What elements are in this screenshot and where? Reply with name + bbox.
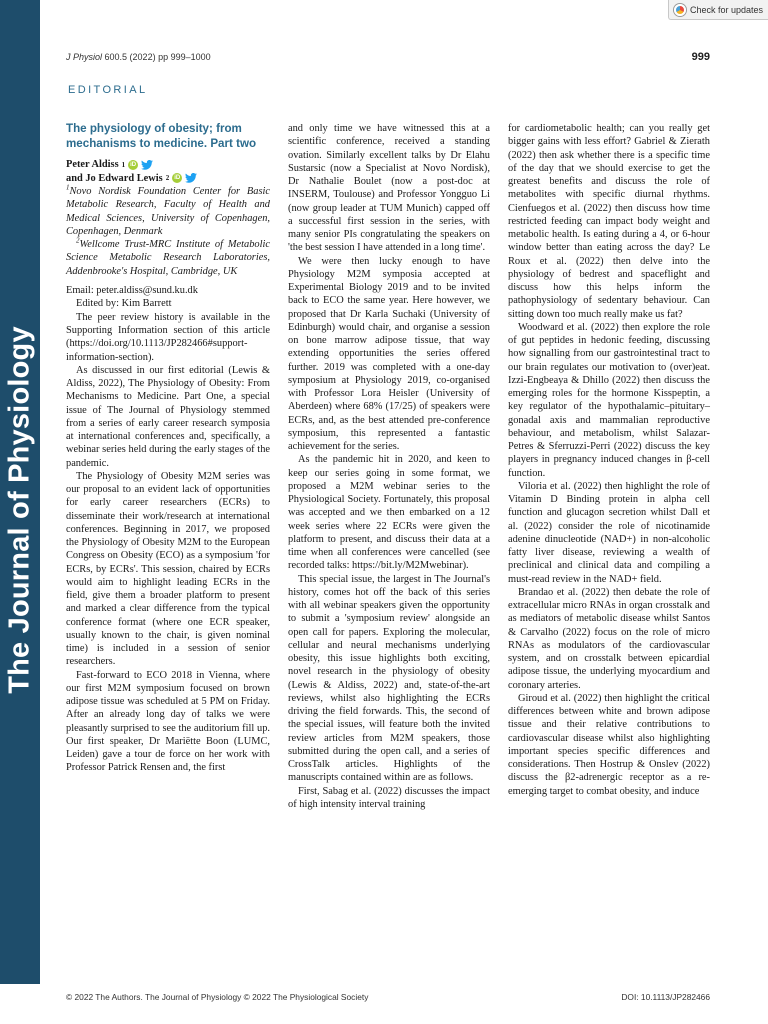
body-paragraph: As discussed in our first editorial (Lewis & Aldiss, 2022), The Physiology of Obesity: From Mechanisms to Medicine. Part One, a special issue of The Journal of Physiology stemmed from a series of early career research symposia at international conferences and, specifically, a webinar series held during the early stages of the pandemic. [66, 364, 270, 469]
doi-footer[interactable]: DOI: 10.1113/JP282466 [621, 992, 710, 1002]
body-paragraph: Woodward et al. (2022) then explore the role of gut peptides in hedonic feeding, discussing how signalling from our gastrointestinal tract to our brain regulates our motivation to (over)eat. Izzi-Engbeaya & Dhillo (2022) then discuss the emerging roles for the hormone Kisspeptin, a key regulator of the hypothalamic–pituitary–gonadal axis and mammalian reproductive behaviour, and metabolism, whilst Salazar-Petres & Sferruzzi-Perri (2022) discuss the key players in pregnancy induced changes in β-cell function. [508, 321, 710, 479]
author-name: Peter Aldiss [66, 159, 119, 170]
column-3 [508, 122, 710, 798]
crossmark-icon [674, 4, 686, 16]
author-2: and Jo Edward Lewis 2 iD [66, 172, 270, 186]
email-line[interactable]: Email: peter.aldiss@sund.ku.dk [66, 285, 198, 297]
column-1 [66, 122, 270, 775]
copyright-footer: © 2022 The Authors. The Journal of Physiology © 2022 The Physiological Society [66, 992, 369, 1002]
running-head [66, 52, 211, 62]
body-paragraph: First, Sabag et al. (2022) discusses the impact of high intensity interval training [288, 785, 490, 810]
twitter-icon[interactable] [141, 160, 153, 170]
section-label: EDITORIAL [68, 84, 148, 96]
body-paragraph: Brandao et al. (2022) then debate the role of extracellular micro RNAs in organ crosstalk and as mediators of metabolic disease whilst Santos & Carvalho (2022) focus on the role of micro RNAs as modulators of the cardiovascular system, and on crosstalk between epicardial adipose tissue, the underlying myocardium and coronary arteries. [508, 586, 710, 691]
author-1: Peter Aldiss 1 iD [66, 158, 270, 172]
check-for-updates-button[interactable] [668, 0, 768, 20]
affiliation-2 [66, 238, 270, 278]
body-paragraph: The Physiology of Obesity M2M series was our proposal to an evident lack of opportunities for early career researchers (ECRs) to disseminate their work/research at international conferences. Beginning in 2017, we proposed the Physiology of Obesity M2M to the European Congress on Obesity (ECO) as a symposium 'for ECRs, by ECRs'. This session, chaired by ECRs would aim to highlight leading ECRs in the field, give them a broader platform to present and marked a clear difference from the typical conference format (where one ECR speaker, usually known to the chair, is given nominal time) is included in a session of senior researchers. [66, 470, 270, 668]
peer-review-note: The peer review history is available in the Supporting Information section of this article (https://doi.org/10.1113/JP282466#support-information-section). [66, 311, 270, 363]
body-paragraph: Fast-forward to ECO 2018 in Vienna, where our first M2M symposium focused on brown adipose tissue was scheduled at 5 PM on Friday. After an already long day of talks we were pleasantly surprised to see the auditorium fill up. Our first speaker, Dr Mariëtte Boon (LUMC, Leiden) gave a tour de force on her work with Professor Patrick Rensen and, the first [66, 669, 270, 774]
orcid-icon[interactable]: iD [130, 161, 137, 168]
affil-text: Novo Nordisk Foundation Center for Basic Metabolic Research, Faculty of Health and Medical Sciences, University of Copenhagen, Copenhagen, Denmark [66, 186, 270, 237]
affiliations [66, 185, 270, 278]
body-paragraph: Viloria et al. (2022) then highlight the role of Vitamin D Binding protein in alpha cell function and glucagon secretion whilst Dall et al. (2022) consider the role of nicotinamide adenine dinucleotide (NAD+) in non-alcoholic fatty liver disease, reviewing a wealth of preclinical and clinical data and compiling a must-read review in the NAD+ field. [508, 480, 710, 585]
running-head-journal: J Physiol [66, 52, 103, 62]
orcid-icon[interactable]: iD [174, 175, 181, 182]
column-2 [288, 122, 490, 811]
page-number: 999 [691, 51, 710, 63]
body-paragraph: and only time we have witnessed this at a scientific conference, received a standing ovation. Similarly excellent talks by Dr Elahu Sustarsic (now a Specialist at Novo Nordisk), Dr Nathalie Boulet (now a post-doc at INSERM, Toulouse) and Professor Yongguo Li (now group leader at TUM Munich) capped off a successful first session in the series, with many senior PIs congratulating the speakers on 'the best session I have attended in a long time'. [288, 123, 490, 254]
twitter-icon[interactable] [185, 173, 197, 183]
author-name: and Jo Edward Lewis [66, 172, 163, 184]
affil-sup: 1 [66, 183, 70, 192]
journal-title-vertical: The Journal of Physiology [3, 326, 36, 694]
author-list [66, 158, 270, 185]
body-paragraph: We were then lucky enough to have Physiology M2M symposia accepted at Experimental Biology 2019 and to be invited back to ECO the same year. Here however, we proposed that Dr Karla Suchaki (University of Edinburgh) would chair, and organise a session on bone marrow adipose tissue, that way extending opportunities the series offered further. 2019 was completed with a one-day symposium at Physiology 2019, co-organised with Professor Lora Heisler (University of Aberdeen) where 68% (17/25) of speakers were ECRs, and, as the best attended pre-conference symposium, this represented a fantastic achievement for the series. [288, 255, 490, 452]
edited-by: Edited by: Kim Barrett [76, 298, 172, 310]
body-paragraph: As the pandemic hit in 2020, and keen to keep our series going in some format, we proposed a M2M webinar series to the Physiological Society. Fortunately, this proposal was accepted and we then embarked on a 12 week series where 22 ECRs were given the platform to present, and discuss their data at a time when all conferences were cancelled (see recorded talks: https://bit.ly/M2Mwebinar). [288, 454, 490, 572]
affil-text: Wellcome Trust-MRC Institute of Metabolic Science Metabolic Research Laboratories, Addenbrooke's Hospital, Cambridge, UK [66, 239, 270, 277]
running-head-citation: 600.5 (2022) pp 999–1000 [104, 52, 211, 62]
body-paragraph: for cardiometabolic health; can you really get bigger gains with less effort? Gabriel & Zierath (2022) then ask whether there is a specific time of the day that we should exercise to get the greatest benefits and discuss the role of metabolites with specific diurnal rhythms. Cienfuegos et al. (2022) then discuss how time restricted feeding can impact body weight and metabolic health. Is eating during a 4, or 6-hour window better than eating across the day? Le Roux et al. (2022) then delve into the physiology of bedrest and spaceflight and discuss how this helps inform the pathophysiology of sedentary behaviour. Can sitting down too much really make us fat? [508, 123, 710, 320]
body-paragraph: This special issue, the largest in The Journal's history, comes hot off the back of this series with all webinar speakers given the opportunity to submit a 'symposium review' alongside an open call for papers. Exploring the molecular, cellular and neural mechanisms underlying obesity, this issue highlights both exciting, novel research in the physiology of obesity (Lewis & Aldiss, 2022) and, state-of-the-art reviews, whilst also highlighting the ECRs driving the field forwards. This, the second of the special issues, will feature both the invited review articles from M2M speakers, those submitted during the open call, and a series of CrossTalk articles. Highlights of the manuscripts contained within are as follows. [288, 573, 490, 784]
article-title: The physiology of obesity; from mechanisms to medicine. Part two [66, 122, 257, 150]
journal-sidebar [0, 0, 40, 984]
check-for-updates-label: Check for updates [690, 4, 764, 15]
body-paragraph: Giroud et al. (2022) then highlight the critical differences between white and brown adipose tissue and their relative contributions to cardiovascular disease whilst also highlighting important species specific differences and considerations. Then Hostrup & Onslev (2022) discuss the β2-adrenergic receptor as a re-emerging target to combat obesity, and induce [508, 692, 710, 797]
affil-sup: 2 [76, 236, 80, 245]
affiliation-1 [66, 185, 270, 238]
